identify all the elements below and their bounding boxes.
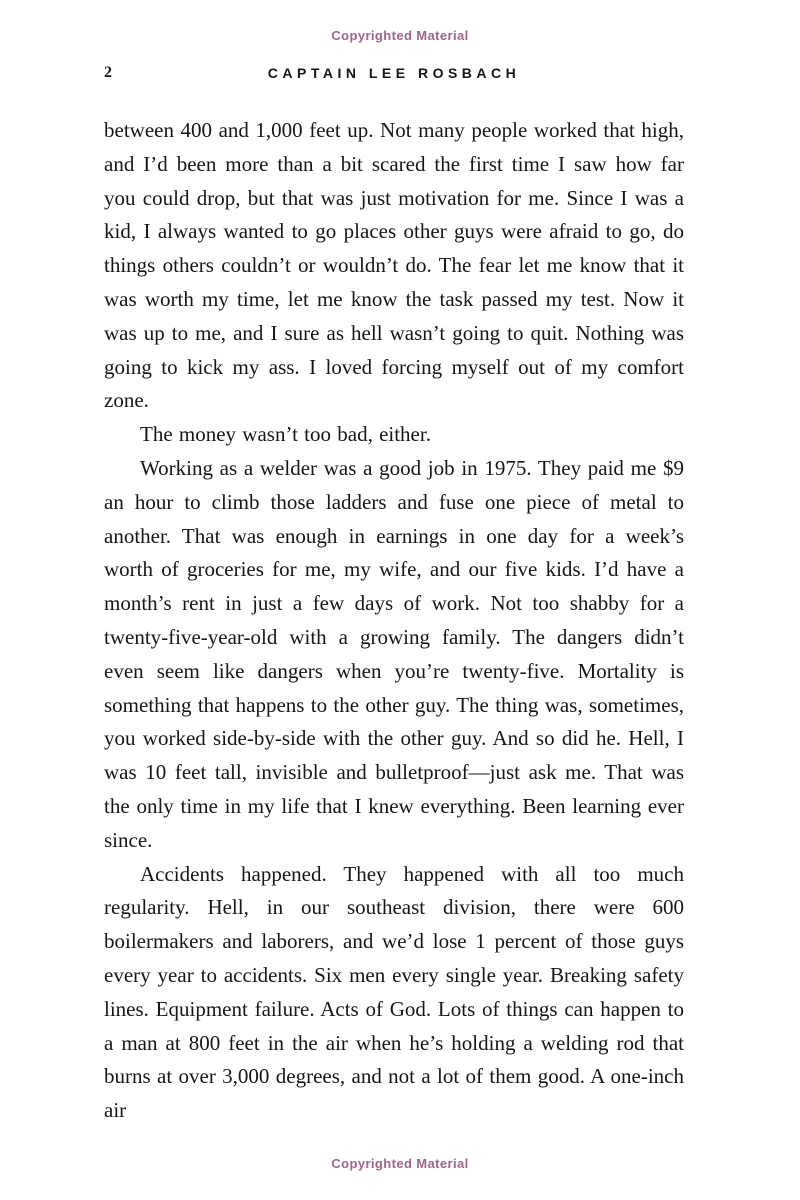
paragraph: between 400 and 1,000 feet up. Not many people worked that high, and I’d been more than a bit scared the first time I saw how far you could drop, but that was just motivation for me. Since I was a kid, I always wanted to go places other guys were afraid to go, do things others couldn’t or wouldn’t do. The fear let me know that it was worth my time, let me know the task passed my test. Now it was up to me, and I sure as hell wasn’t going to quit. Nothing was going to kick my ass. I loved forcing myself out of my comfort zone. xyxy=(104,118,684,413)
copyright-notice-top: Copyrighted Material xyxy=(331,28,469,43)
running-header-title: CAPTAIN LEE ROSBACH xyxy=(267,65,521,81)
page-number: 2 xyxy=(104,64,112,81)
running-header xyxy=(104,64,684,84)
body-text xyxy=(104,114,684,1128)
paragraph: The money wasn’t too bad, either. xyxy=(140,422,431,447)
paragraph: Working as a welder was a good job in 1975. They paid me $9 an hour to climb those ladders and fuse one piece of metal to another. That was enough in earnings in one day for a week’s worth of groceries for me, my wife, and our five kids. I’d have a month’s rent in just a few days of work. Not too shabby for a twenty-five-year-old with a growing family. The dangers didn’t even seem like dangers when you’re twenty-five. Mortality is something that happens to the other guy. The thing was, sometimes, you worked side-by-side with the other guy. And so did he. Hell, I was 10 feet tall, invisible and bulletproof—just ask me. That was the only time in my life that I knew everything. Been learning ever since. xyxy=(104,455,684,852)
paragraph: Accidents happened. They happened with all too much regularity. Hell, in our southeast division, there were 600 boilermakers and laborers, and we’d lose 1 percent of those guys every year to accidents. Six men every single year. Breaking safety lines. Equipment failure. Acts of God. Lots of things can happen to a man at 800 feet in the air when he’s holding a welding rod that burns at over 3,000 degrees, and not a lot of them good. A one-inch air xyxy=(104,861,684,1123)
copyright-notice-bottom: Copyrighted Material xyxy=(331,1156,469,1171)
